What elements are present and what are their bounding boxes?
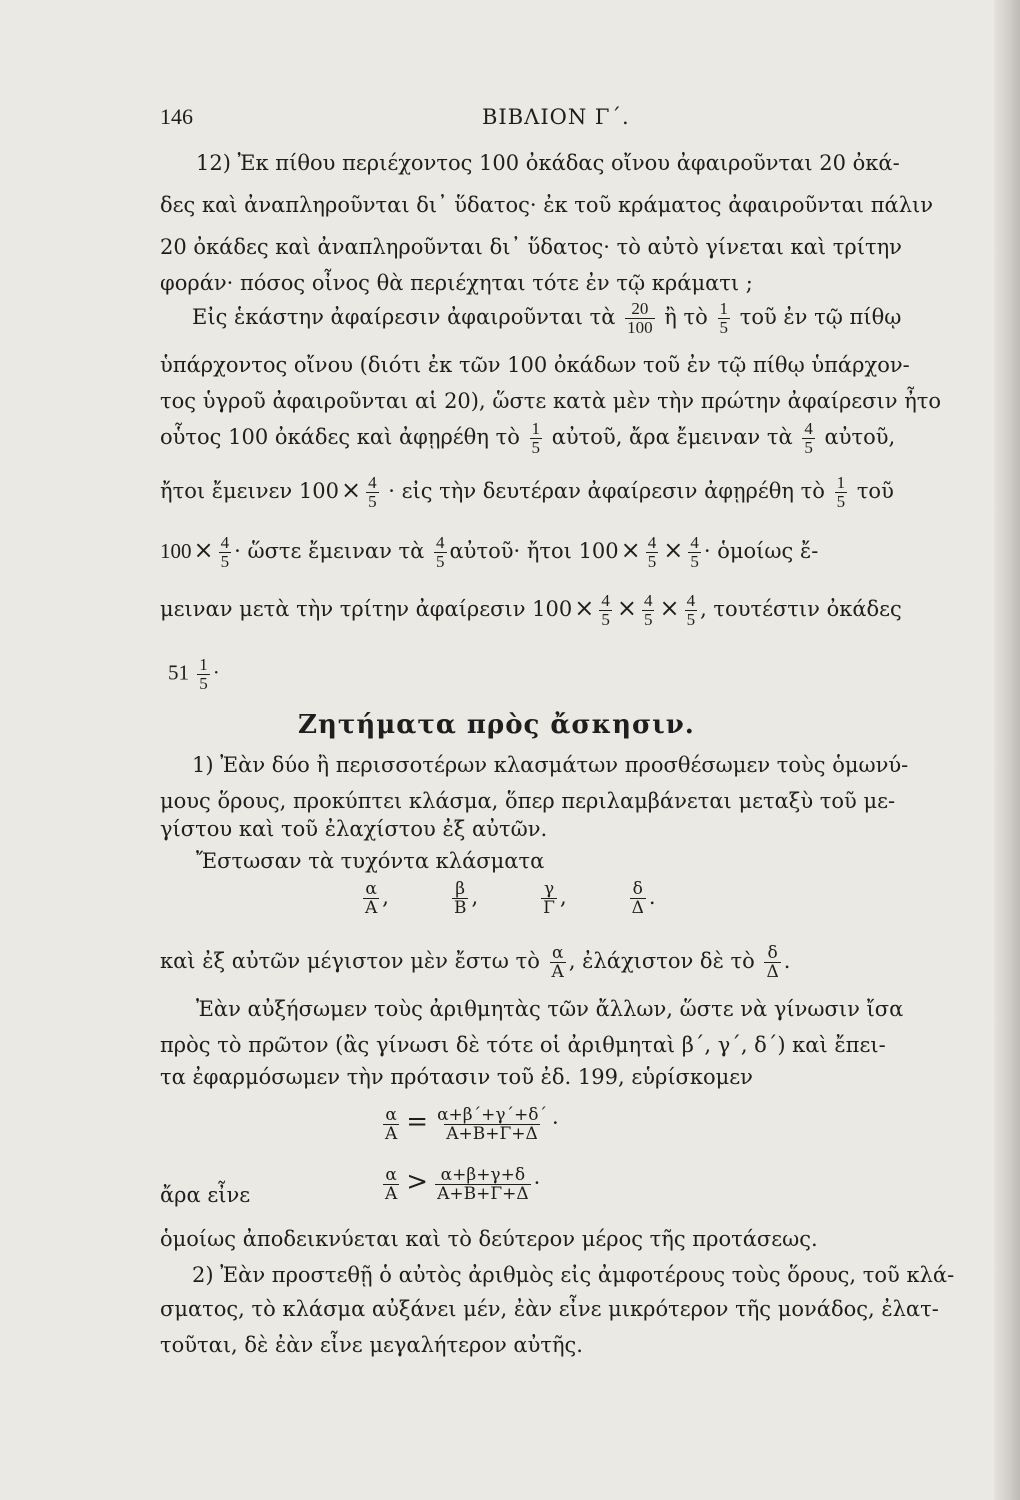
fraction-1-5: [835, 474, 848, 511]
p12-line5-text-c: τοῦ ἐν τῷ πίθῳ: [739, 305, 902, 329]
fraction-4-5: [219, 534, 232, 571]
result-dot: ·: [212, 660, 220, 685]
frac-num: α: [551, 943, 564, 963]
fraction-d-D: [630, 880, 646, 917]
e1-line4: Ἔστωσαν τὰ τυχόντα κλάσματα: [196, 849, 545, 873]
frac-num: 4: [686, 591, 696, 610]
e1-line5-text-b: , ἐλάχιστον δὲ τὸ: [568, 949, 755, 973]
p12-line6: ὑπάρχοντος οἴνου (διότι ἐκ τῶν 100 ὀκάδων τοῦ ἐν τῷ πίθῳ ὑπάρχον-: [160, 353, 910, 377]
p12-line8-text-b: αὐτοῦ, ἄρα ἔμειναν τὰ: [551, 425, 793, 449]
fraction-sum-eq: [435, 1106, 549, 1143]
times-sign: ×: [620, 536, 641, 564]
frac-num: 1: [719, 299, 729, 318]
p12-line3: 20 ὀκάδες καὶ ἀναπληροῦνται δι᾽ ὕδατος· τὸ αὐτὸ γίνεται καὶ τρίτην: [160, 235, 902, 259]
fraction-4-5: [642, 592, 655, 629]
p12-line9: [160, 474, 894, 511]
p12-line8-text-c: αὐτοῦ,: [824, 425, 896, 449]
frac-num: δ: [767, 943, 778, 963]
p12-line9-text-c: τοῦ: [856, 479, 894, 503]
page-gutter-shadow: [994, 0, 1020, 1500]
fraction-sum-gt: [435, 1166, 531, 1203]
e1-line1: 1) Ἐὰν δύο ἢ περισσοτέρων κλασμάτων προσθέσωμεν τοὺς ὁμωνύ-: [192, 753, 909, 777]
p12-line9-text-a: ἤτοι ἔμεινεν 100: [160, 479, 339, 503]
p12-line5: [192, 300, 901, 337]
p12-line10-text-a: 100: [160, 539, 192, 563]
e1-line9: ὁμοίως ἀποδεικνύεται καὶ τὸ δεύτερον μέρος τῆς προτάσεως.: [160, 1227, 818, 1251]
frac-num: α+β΄+γ΄+δ΄: [437, 1105, 548, 1125]
p12-line11-text-a: μειναν μετὰ τὴν τρίτην ἀφαίρεσιν 100: [160, 597, 573, 621]
times-sign: ×: [616, 594, 637, 622]
frac-den: 5: [804, 438, 813, 457]
fraction-a-A: [363, 880, 379, 917]
times-sign: ×: [663, 536, 684, 564]
fraction-b-B: [452, 880, 469, 917]
p12-line11-text-b: , τουτέστιν ὀκάδες: [700, 597, 902, 621]
frac-den: Α: [551, 962, 564, 982]
fraction-4-5: [685, 592, 698, 629]
e1-line5-text-a: καὶ ἐξ αὐτῶν μέγιστον μὲν ἔστω τὸ: [160, 949, 540, 973]
frac-den: Δ: [631, 898, 644, 918]
fraction-4-5: [366, 474, 379, 511]
frac-num: α: [365, 879, 377, 899]
frac-sep: ,: [471, 885, 479, 909]
fraction-1-5: [530, 420, 543, 457]
frac-den: 5: [368, 492, 377, 511]
eq-dot: ·: [533, 1171, 541, 1195]
frac-num: γ: [543, 879, 555, 899]
e1-line8: τα ἐφαρμόσωμεν τὴν πρότασιν τοῦ ἐδ. 199, εὑρίσκομεν: [160, 1065, 753, 1089]
e1-line7: πρὸς τὸ πρῶτον (ἂς γίνωσι δὲ τότε οἱ ἀριθμηταὶ β΄, γ΄, δ΄) καὶ ἔπει-: [160, 1033, 886, 1057]
fraction-list: [360, 880, 656, 917]
p12-line1: 12) Ἐκ πίθου περιέχοντος 100 ὀκάδας οἴνου ἀφαιροῦνται 20 ὀκά-: [196, 151, 900, 175]
frac-den: Α: [385, 1184, 398, 1204]
frac-num: 4: [804, 419, 813, 438]
p12-line10-text-c: αὐτοῦ· ἤτοι 100: [449, 539, 619, 563]
frac-num: α: [385, 1105, 397, 1125]
p12-line8: [160, 420, 895, 457]
times-sign: ×: [340, 476, 362, 504]
frac-num: 1: [199, 655, 208, 674]
frac-num: 4: [368, 473, 377, 492]
frac-den: 5: [686, 610, 696, 629]
equals-sign: =: [406, 1107, 429, 1137]
frac-den: 5: [220, 552, 230, 571]
equation-2: [380, 1166, 540, 1203]
fraction-4-5: [802, 420, 815, 457]
frac-num: 4: [220, 533, 230, 552]
fraction-1-5: [718, 300, 731, 337]
frac-den: 5: [601, 610, 610, 629]
frac-den: Γ: [543, 898, 555, 918]
e1-line5: [160, 944, 790, 981]
fraction-4-5: [599, 592, 612, 629]
exercises-heading: Ζητήματα πρὸς ἄσκησιν.: [298, 710, 695, 740]
e1-line6: Ἐὰν αὐξήσωμεν τοὺς ἀριθμητὰς τῶν ἄλλων, ὥστε νὰ γίνωσιν ἴσα: [196, 997, 904, 1021]
times-sign: ×: [659, 594, 680, 622]
frac-den: 100: [627, 318, 653, 337]
greater-sign: >: [406, 1167, 429, 1197]
frac-den: 5: [199, 674, 208, 693]
frac-den: 5: [719, 318, 729, 337]
fraction-1-5: [197, 656, 210, 693]
p12-line8-text-a: οὗτος 100 ὀκάδες καὶ ἀφῃρέθη τὸ: [160, 425, 520, 449]
p12-line2: δες καὶ ἀναπληροῦνται δι᾽ ὕδατος· ἐκ τοῦ κράματος ἀφαιροῦνται πάλιν: [160, 193, 934, 217]
frac-num: 4: [601, 591, 610, 610]
frac-num: δ: [632, 879, 643, 899]
fraction-4-5: [434, 534, 447, 571]
frac-den: 5: [643, 610, 653, 629]
p12-line10-text-b: · ὥστε ἔμειναν τὰ: [234, 539, 425, 563]
frac-num: 4: [643, 591, 653, 610]
e1-line2: μους ὅρους, προκύπτει κλάσμα, ὅπερ περιλαμβάνεται μεταξὺ τοῦ με-: [160, 789, 896, 813]
p12-result: [168, 656, 220, 693]
frac-num: α: [385, 1165, 397, 1185]
eq2-label: ἄρα εἶνε: [160, 1183, 251, 1207]
p12-line9-text-b: · εἰς τὴν δευτέραν ἀφαίρεσιν ἀφῃρέθη τὸ: [388, 479, 825, 503]
e2-line3: τοῦται, δὲ ἐὰν εἶνε μεγαλήτερον αὐτῆς.: [160, 1333, 583, 1357]
frac-num: 4: [436, 533, 445, 552]
frac-num: α+β+γ+δ: [440, 1165, 526, 1185]
p12-line11: [160, 592, 902, 629]
equation-1: [380, 1106, 559, 1143]
frac-num: 20: [631, 299, 649, 318]
frac-den: Α: [385, 1124, 398, 1144]
p12-line5-text-b: ἢ τὸ: [664, 305, 708, 329]
frac-den: Α+Β+Γ+Δ: [446, 1124, 538, 1144]
fraction-4-5: [646, 534, 659, 571]
fraction-g-G: [541, 880, 557, 917]
p12-line4: φοράν· πόσος οἶνος θὰ περιέχηται τότε ἐν τῷ κράματι ;: [160, 271, 753, 295]
e2-line1: 2) Ἐὰν προστεθῇ ὁ αὐτὸς ἀριθμὸς εἰς ἀμφοτέρους τοὺς ὅρους, τοῦ κλά-: [192, 1263, 955, 1287]
frac-sep: ,: [382, 885, 389, 909]
frac-den: Δ: [766, 962, 779, 982]
fraction-a-A: [383, 1166, 399, 1203]
fraction-d-D: [764, 944, 780, 981]
fraction-4-5: [688, 534, 701, 571]
page-number: 146: [160, 104, 193, 129]
p12-line10-text-d: · ὁμοίως ἔ-: [703, 539, 819, 563]
frac-num: 4: [690, 533, 699, 552]
frac-num: 1: [836, 473, 846, 492]
frac-den: Α: [365, 898, 378, 918]
frac-den: 5: [690, 552, 699, 571]
result-whole: 51: [168, 660, 189, 685]
frac-num: 1: [531, 419, 541, 438]
fraction-a-A: [550, 944, 566, 981]
p12-line7: τος ὑγροῦ ἀφαιροῦνται αἱ 20), ὥστε κατὰ μὲν τὴν πρώτην ἀφαίρεσιν ἦτο: [160, 389, 942, 413]
e1-line5-text-c: .: [783, 949, 791, 973]
p12-line10: [160, 534, 818, 571]
frac-sep: ,: [559, 885, 567, 909]
frac-num: 4: [647, 533, 657, 552]
frac-den: Α+Β+Γ+Δ: [437, 1184, 529, 1204]
eq-dot: ·: [552, 1111, 559, 1135]
frac-den: Β: [453, 898, 467, 918]
times-sign: ×: [574, 594, 595, 622]
frac-den: 5: [647, 552, 657, 571]
frac-num: β: [455, 879, 466, 899]
e1-line3: γίστου καὶ τοῦ ἐλαχίστου ἐξ αὐτῶν.: [160, 817, 548, 841]
fraction-a-A: [383, 1106, 399, 1143]
p12-line5-text-a: Εἰς ἑκάστην ἀφαίρεσιν ἀφαιροῦνται τὰ: [192, 305, 616, 329]
frac-den: 5: [531, 438, 541, 457]
frac-sep: .: [648, 885, 656, 909]
times-sign: ×: [193, 536, 214, 564]
running-title: ΒΙΒΛΙΟΝ Γ΄.: [482, 105, 630, 129]
fraction-20-100: [625, 300, 655, 337]
frac-den: 5: [836, 492, 846, 511]
frac-den: 5: [436, 552, 445, 571]
e2-line2: σματος, τὸ κλάσμα αὐξάνει μέν, ἐὰν εἶνε μικρότερον τῆς μονάδος, ἐλατ-: [160, 1297, 939, 1321]
